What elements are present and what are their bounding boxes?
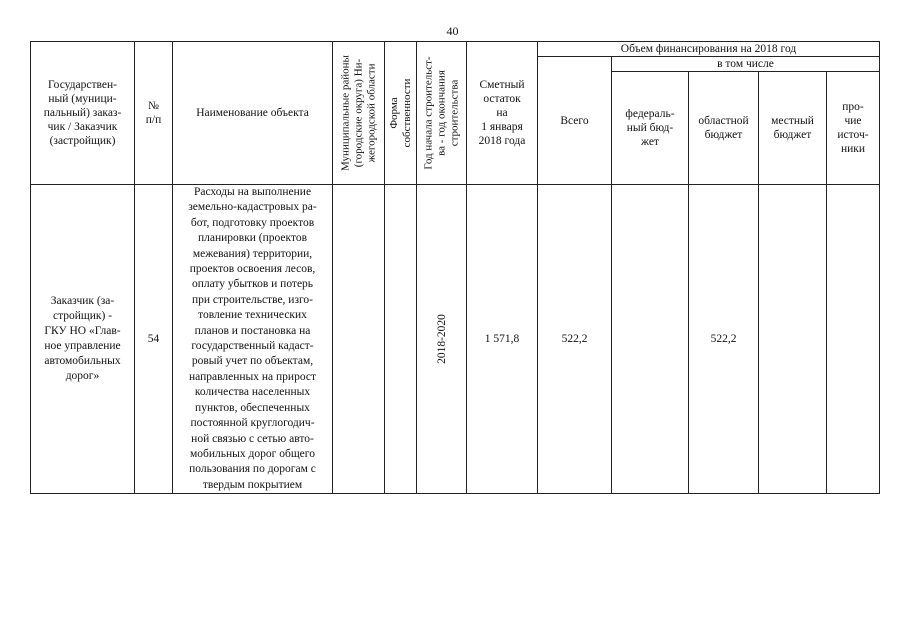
header-districts-label: Муниципальные районы (городские округа) Ни- жегородской области [339,55,377,171]
financing-table [30,41,880,494]
header-row-1 [31,42,880,57]
header-financing-group: Объем финансирования на 2018 год [538,42,880,57]
header-districts [333,42,385,185]
cell-local [759,185,827,494]
cell-object-name: Расходы на выполнение земельно-кадастровых ра- бот, подготовку проектов планировки (проектов межевания) территории, проектов освоения лесов, оплату убытков и потерь при строительстве, изго- товление технических планов и постановка на государственный кадаст- ровый учет по объектам, направленных на прирост количества населенных пунктов, обеспеченных постоянной круглогодич- ной связью с сетью авто- мобильных дорог общего пользования по дорогам с твердым покрытием [173,185,333,494]
page-number: 40 [446,24,459,38]
cell-estimate-balance: 1 571,8 [467,185,538,494]
header-local: местный бюджет [759,72,827,185]
header-ownership-label: Форма собственности [387,78,413,148]
cell-districts [333,185,385,494]
header-ownership [385,42,417,185]
header-other: про- чие источ- ники [827,72,880,185]
table-row [31,185,880,494]
header-customer: Государствен- ный (муници- пальный) заказ- чик / Заказчик (застройщик) [31,42,135,185]
cell-federal [612,185,689,494]
header-total: Всего [538,57,612,185]
header-including: в том числе [612,57,880,72]
cell-regional: 522,2 [689,185,759,494]
header-estimate-balance: Сметный остаток на 1 января 2018 года [467,42,538,185]
header-years [417,42,467,185]
cell-total: 522,2 [538,185,612,494]
cell-number: 54 [135,185,173,494]
header-federal: федераль- ный бюд- жет [612,72,689,185]
cell-years [417,185,467,494]
cell-years-value: 2018-2020 [435,314,448,364]
header-number: № п/п [135,42,173,185]
header-regional: областной бюджет [689,72,759,185]
header-years-label: Год начала строительст- ва - год окончания строительства [422,56,460,170]
header-object-name: Наименование объекта [173,42,333,185]
cell-customer: Заказчик (за- стройщик) - ГКУ НО «Глав- ное управление автомобильных дорог» [31,185,135,494]
cell-other [827,185,880,494]
cell-ownership [385,185,417,494]
